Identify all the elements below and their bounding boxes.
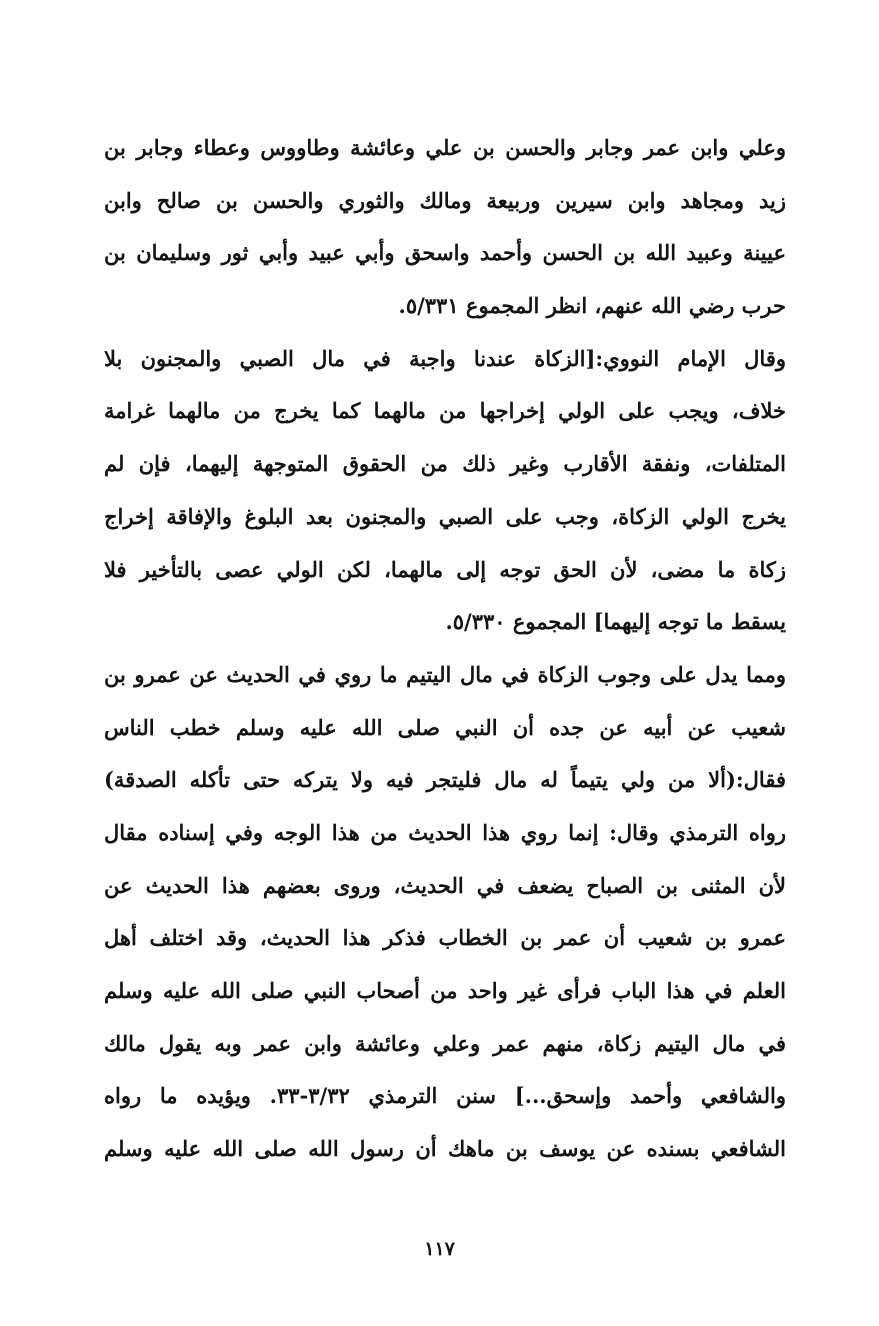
text-line: فقال:(ألا من ولي يتيماً له مال فليتجر فيه ولا يتركه حتى تأكله الصدقة) <box>104 767 786 793</box>
body-text <box>104 122 786 1176</box>
text-line: الشافعي بسنده عن يوسف بن ماهك أن رسول الله صلى الله عليه وسلم <box>104 1136 786 1162</box>
text-line: خلاف، ويجب على الولي إخراجها من مالهما كما يخرج من مالهما غرامة <box>104 398 786 424</box>
text-line: وقال الإمام النووي:[الزكاة عندنا واجبة في مال الصبي والمجنون بلا <box>104 345 786 371</box>
text-line: يسقط ما توجه إليهما] المجموع ٥/٣٣٠. <box>445 609 786 635</box>
text-line: زكاة ما مضى، لأن الحق توجه إلى مالهما، لكن الولي عصى بالتأخير فلا <box>104 556 786 582</box>
text-line: شعيب عن أبيه عن جده أن النبي صلى الله عليه وسلم خطب الناس <box>104 714 786 740</box>
page-number: ١١٧ <box>424 1238 455 1260</box>
text-line: العلم في هذا الباب فرأى غير واحد من أصحاب النبي صلى الله عليه وسلم <box>104 978 786 1003</box>
text-line: ومما يدل على وجوب الزكاة في مال اليتيم ما روي في الحديث عن عمرو بن <box>104 661 786 687</box>
text-line: والشافعي وأحمد وإسحق...] سنن الترمذي ٣/٣٢-٣٣. ويؤيده ما رواه <box>104 1083 786 1109</box>
text-line: عيينة وعبيد الله بن الحسن وأحمد واسحق وأبي عبيد وأبي ثور وسليمان بن <box>104 240 786 266</box>
text-line: عمرو بن شعيب أن عمر بن الخطاب فذكر هذا الحديث، وقد اختلف أهل <box>104 925 786 951</box>
text-line: في مال اليتيم زكاة، منهم عمر وعلي وعائشة وابن عمر وبه يقول مالك <box>104 1030 786 1056</box>
text-line: يخرج الولي الزكاة، وجب على الصبي والمجنون بعد البلوغ والإفاقة إخراج <box>104 503 786 529</box>
text-line: المتلفات، ونفقة الأقارب وغير ذلك من الحقوق المتوجهة إليهما، فإن لم <box>104 451 786 477</box>
text-line: زيد ومجاهد وابن سيرين وربيعة ومالك والثوري والحسن بن صالح وابن <box>104 187 786 213</box>
text-line: لأن المثنى بن الصباح يضعف في الحديث، وروى بعضهم هذا الحديث عن <box>104 872 786 898</box>
text-line: وعلي وابن عمر وجابر والحسن بن علي وعائشة وطاووس وعطاء وجابر بن <box>104 135 786 160</box>
text-line: رواه الترمذي وقال: إنما روي هذا الحديث من هذا الوجه وفي إسناده مقال <box>104 819 786 845</box>
text-line: حرب رضي الله عنهم، انظر المجموع ٥/٣٣١. <box>398 293 786 319</box>
